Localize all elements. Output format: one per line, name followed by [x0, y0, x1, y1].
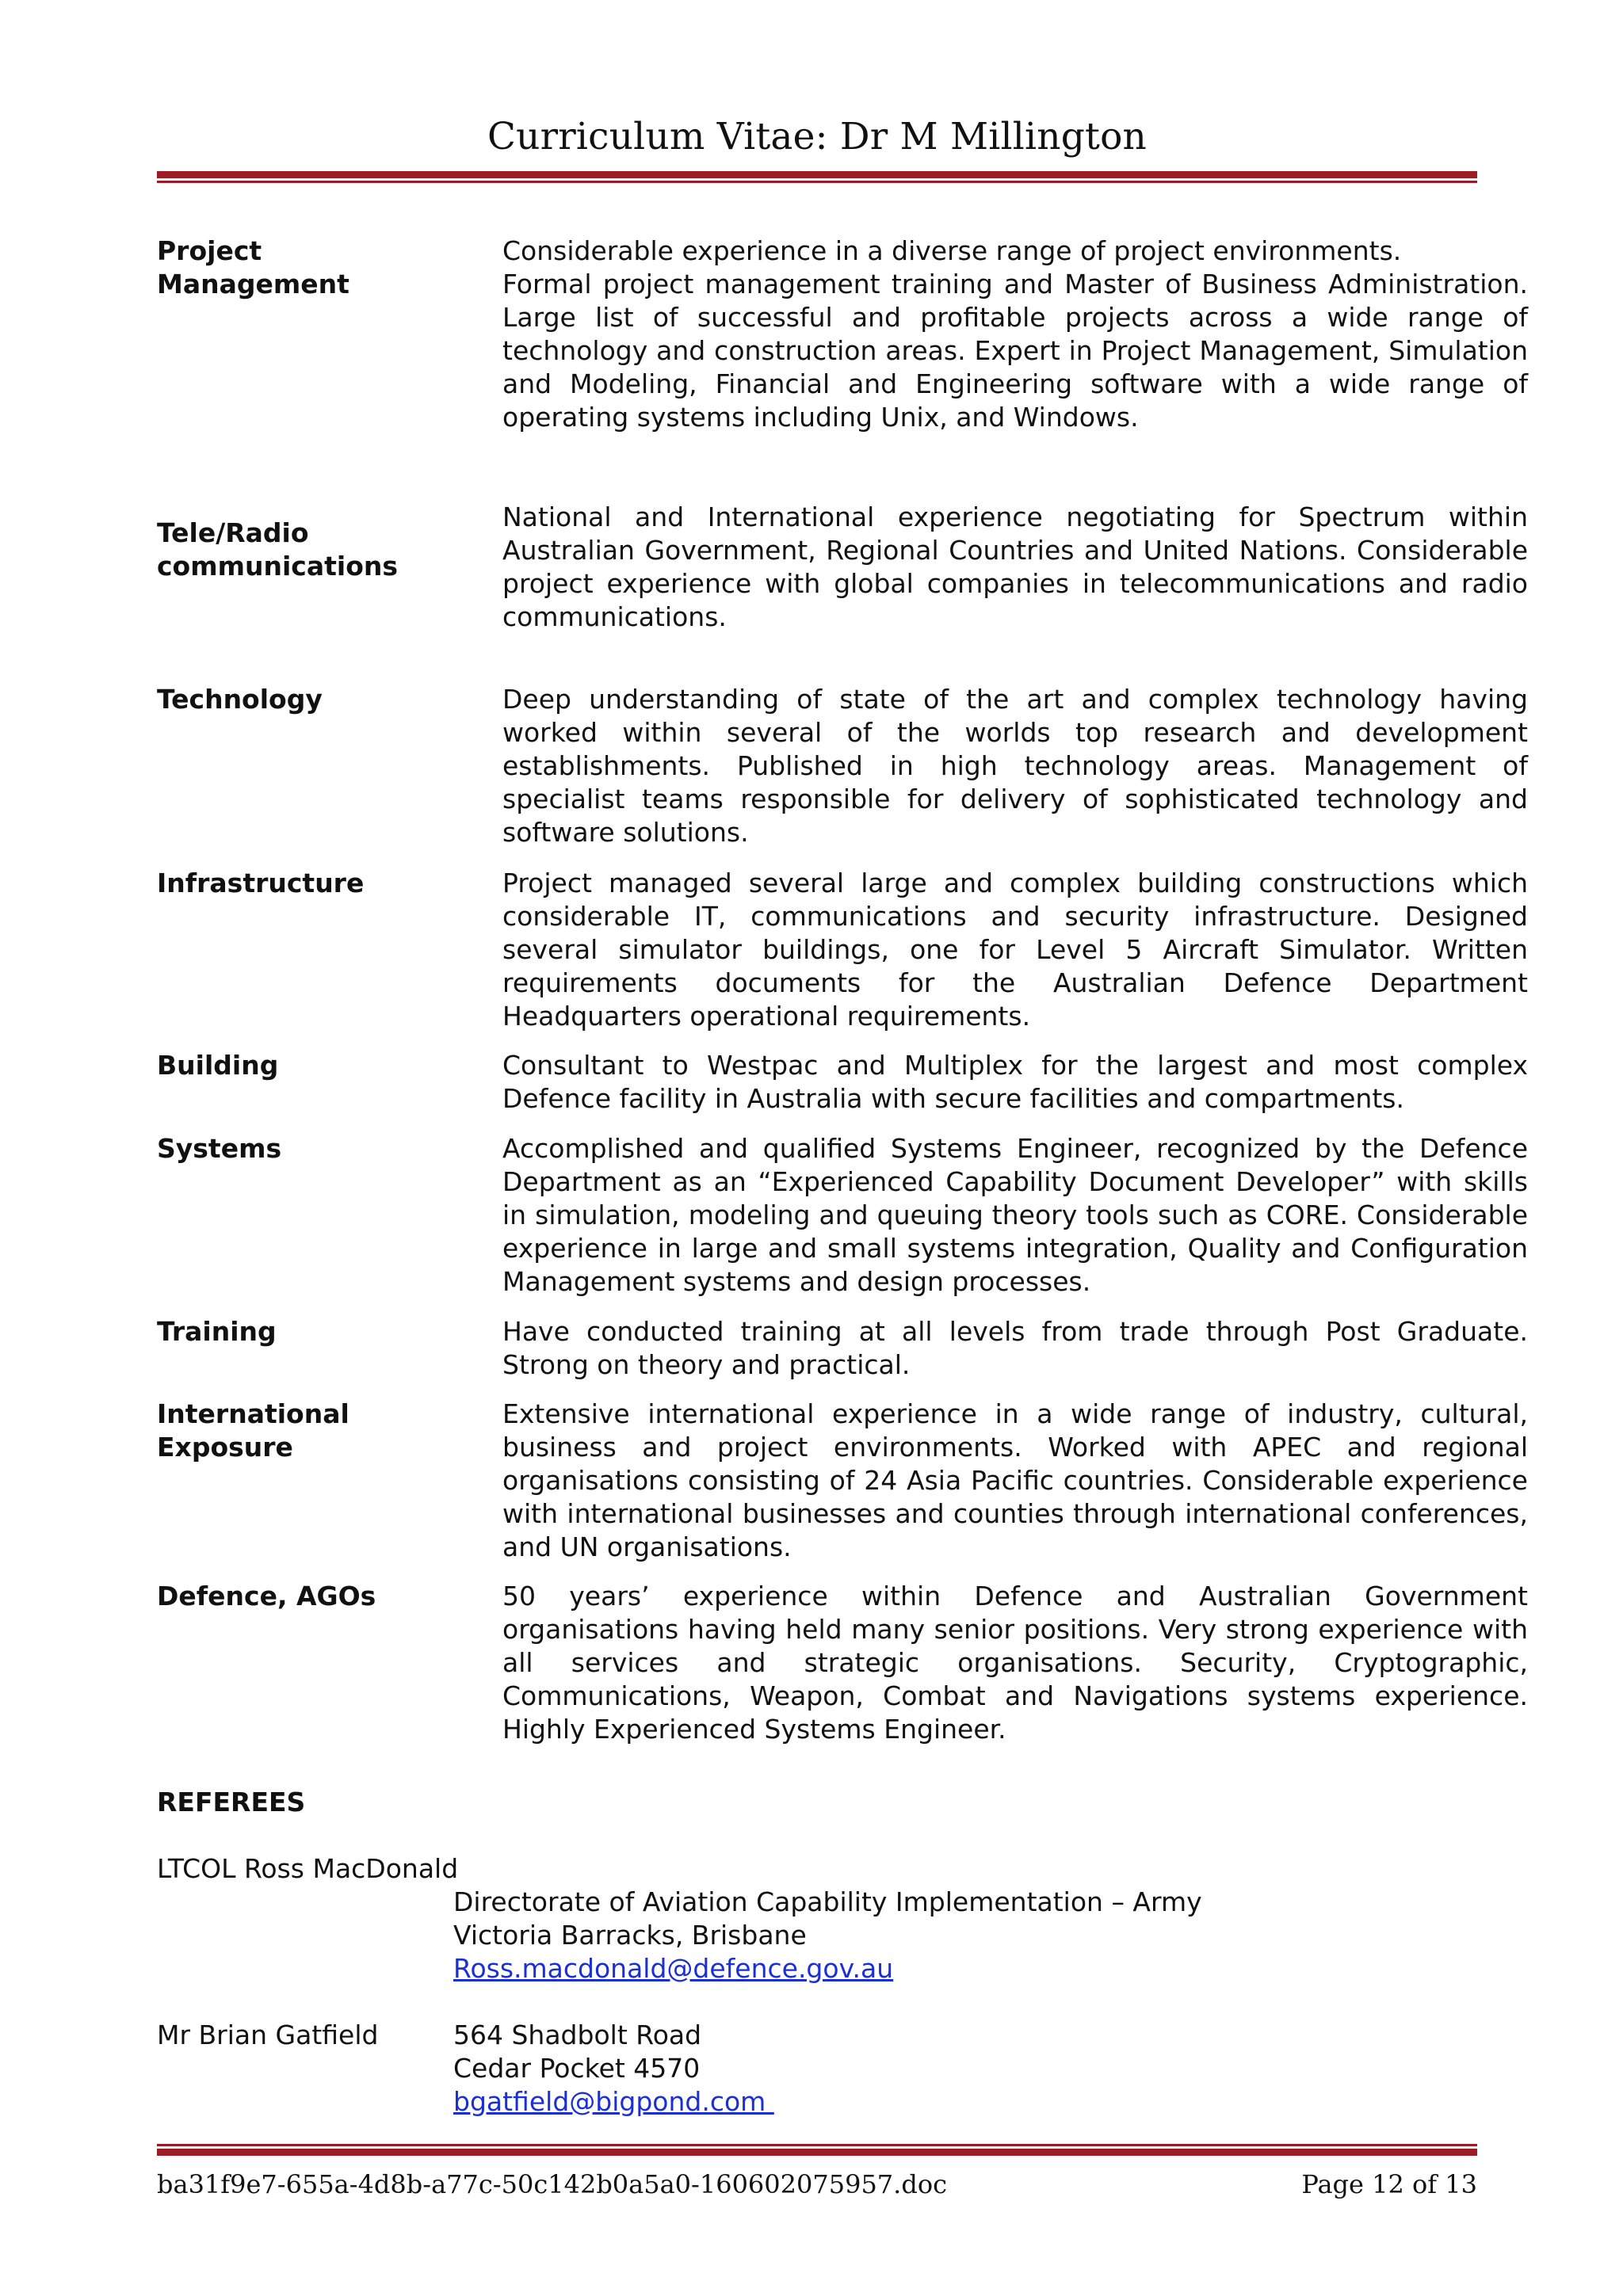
section-body — [502, 235, 1528, 434]
referee-address-line: Cedar Pocket 4570 — [453, 2053, 701, 2084]
referee-details — [453, 1886, 1202, 1985]
referees-heading: REFEREES — [157, 1787, 306, 1817]
section-paragraph: Have conducted training at all levels from trade through Post Graduate. Strong on theory and practical. — [502, 1316, 1528, 1380]
section-label: Defence, AGOs — [157, 1581, 376, 1611]
section-body — [502, 683, 1528, 849]
section-label: Systems — [157, 1133, 282, 1164]
section-paragraph: Consultant to Westpac and Multiplex for the largest and most complex Defence facility in Australia with secure facilities and compartments. — [502, 1050, 1528, 1114]
section-body — [502, 1398, 1528, 1564]
section-label: Infrastructure — [157, 868, 365, 898]
section-paragraph: Deep understanding of state of the art and complex technology having worked within several of the worlds top research and development establishments. Published in high technology areas. Management of specialist teams responsible for delivery of sophisticated technology and software solutions. — [502, 684, 1528, 848]
section-body — [502, 501, 1528, 634]
section-body — [502, 1315, 1528, 1382]
section-label: Technology — [157, 684, 323, 715]
referee-name: LTCOL Ross MacDonald — [157, 1853, 459, 1884]
section-label: Tele/Radio communications — [157, 517, 399, 582]
referee-address-line: Victoria Barracks, Brisbane — [453, 1920, 807, 1951]
footer-rule — [157, 2144, 1477, 2156]
section-body — [502, 1049, 1528, 1116]
referee-email-link[interactable]: bgatfield@bigpond.com — [453, 2086, 774, 2117]
section-body — [502, 867, 1528, 1033]
referee-name: Mr Brian Gatfield — [157, 2019, 379, 2050]
section-paragraph: National and International experience negotiating for Spectrum within Australian Government, Regional Countries and United Nations. Considerable project experience with global companies in telecommunications and radio communications. — [502, 502, 1528, 632]
referee-email-link[interactable]: Ross.macdonald@defence.gov.au — [453, 1953, 894, 1984]
section-label: Training — [157, 1316, 277, 1347]
referee-address-line: Directorate of Aviation Capability Implementation – Army — [453, 1886, 1202, 1917]
section-label: Building — [157, 1050, 279, 1081]
section-paragraph: Formal project management training and Master of Business Administration. Large list of successful and profitable projects across a wide range of technology and construction areas. Expert in Project Management, Simulation and Modeling, Financial and Engineering software with a wide range of operating systems including Unix, and Windows. — [502, 269, 1528, 433]
section-label: Project Management — [157, 235, 349, 299]
section-paragraph: 50 years’ experience within Defence and Australian Government organisations having held many senior positions. Very strong experience with all services and strategic organisations. Security, Cryptographic, Communications, Weapon, Combat and Navigations systems experience. Highly Experienced Systems Engineer. — [502, 1581, 1528, 1745]
header-rule — [157, 171, 1477, 183]
referee-address-line: 564 Shadbolt Road — [453, 2019, 702, 2050]
section-paragraph: Considerable experience in a diverse range of project environments. — [502, 235, 1402, 266]
section-body — [502, 1132, 1528, 1299]
footer-page-number: Page 12 of 13 — [1301, 2169, 1477, 2199]
footer-filename: ba31f9e7-655a-4d8b-a77c-50c142b0a5a0-160602075957.doc — [157, 2169, 947, 2199]
section-paragraph: Accomplished and qualified Systems Engineer, recognized by the Defence Department as an “Experienced Capability Document Developer” with skills in simulation, modeling and queuing theory tools such as CORE. Considerable experience in large and small systems integration, Quality and Configuration Management systems and design processes. — [502, 1133, 1528, 1297]
section-body — [502, 1580, 1528, 1746]
referee-details — [453, 2019, 774, 2119]
section-paragraph: Project managed several large and complex building constructions which considerable IT, communications and security infrastructure. Designed several simulator buildings, one for Level 5 Aircraft Simulator. Written requirements documents for the Australian Defence Department Headquarters operational requirements. — [502, 868, 1528, 1032]
document-title: Curriculum Vitae: Dr M Millington — [487, 115, 1148, 158]
section-paragraph: Extensive international experience in a wide range of industry, cultural, business and project environments. Worked with APEC and regional organisations consisting of 24 Asia Pacific countries. Considerable experience with international businesses and counties through international conferences, and UN organisations. — [502, 1398, 1528, 1562]
section-label: International Exposure — [157, 1398, 349, 1463]
